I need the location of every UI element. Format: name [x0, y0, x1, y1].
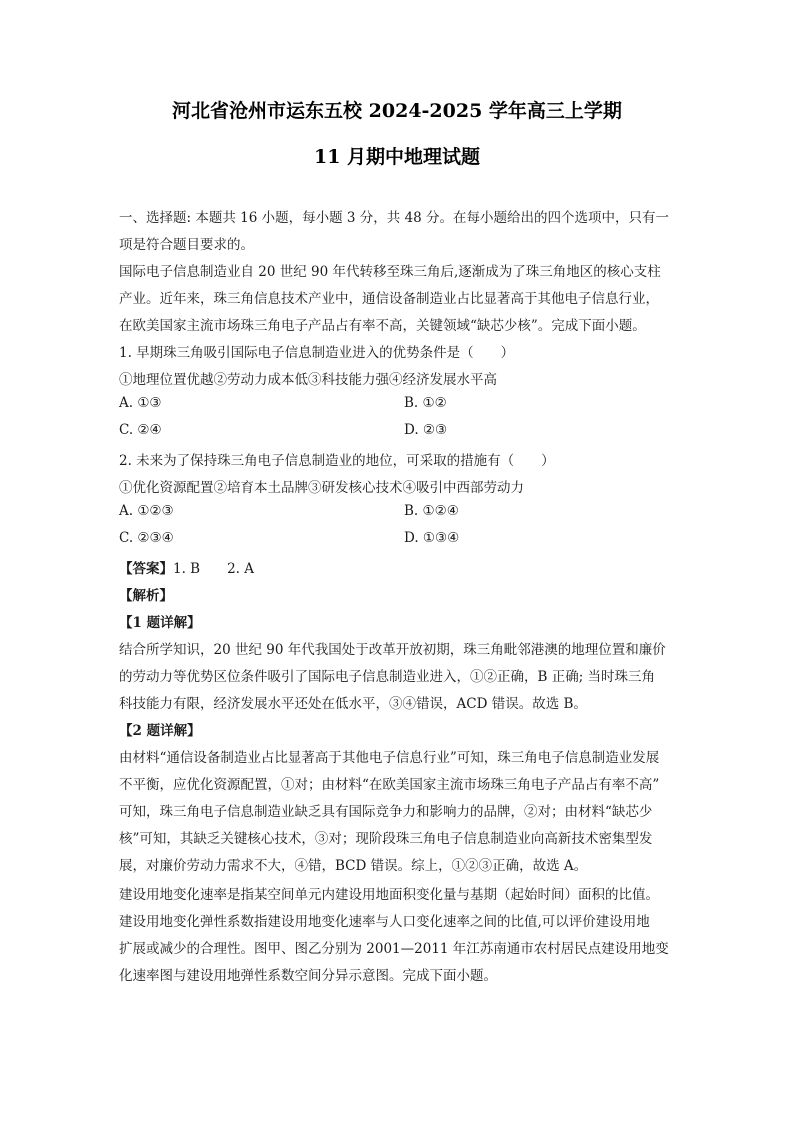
detail-2-line-4: 核”可知，其缺乏关键核心技术，③对；现阶段珠三角电子信息制造业向高新技术密集型发	[119, 831, 653, 847]
answer-row	[119, 557, 254, 577]
question-1-option-b: B. ①②	[404, 395, 447, 411]
material-1-line-3: 在欧美国家主流市场珠三角电子产品占有率不高，关键领域“缺芯少核”。完成下面小题。	[119, 318, 646, 334]
detail-2-label: 【2 题详解】	[119, 723, 201, 739]
question-2-option-a: A. ①②③	[119, 503, 174, 519]
material-2-line-1: 建设用地变化速率是指某空间单元内建设用地面积变化量与基期（起始时间）面积的比值。	[119, 887, 659, 903]
detail-1-line-1: 结合所学知识，20 世纪 90 年代我国处于改革开放初期，珠三角毗邻港澳的地理位置和廉价	[119, 642, 666, 658]
detail-2-line-5: 展，对廉价劳动力需求不大，④错，BCD 错误。综上，①②③正确，故选 A。	[119, 858, 588, 874]
document-title-line-1: 河北省沧州市运东五校 2024-2025 学年高三上学期	[172, 100, 622, 122]
question-2-items: ①优化资源配置②培育本土品牌③研发核心技术④吸引中西部劳动力	[119, 480, 524, 496]
detail-1-label: 【1 题详解】	[119, 615, 201, 631]
material-2-line-2: 建设用地变化弹性系数指建设用地变化速率与人口变化速率之间的比值,可以评价建设用地	[119, 914, 650, 930]
question-2-option-d: D. ①③④	[404, 530, 460, 546]
question-1-option-c: C. ②④	[119, 422, 162, 438]
question-1-option-d: D. ②③	[404, 422, 448, 438]
material-1-line-2: 产业。近年来，珠三角信息技术产业中，通信设备制造业占比显著高于其他电子信息行业，	[119, 291, 659, 307]
material-2-line-4: 化速率图与建设用地弹性系数空间分异示意图。完成下面小题。	[119, 968, 497, 984]
answer-text: 1. B 2. A	[173, 561, 255, 577]
analysis-label: 【解析】	[119, 588, 173, 604]
question-1-items: ①地理位置优越②劳动力成本低③科技能力强④经济发展水平高	[119, 372, 497, 388]
detail-2-line-3: 可知，珠三角电子信息制造业缺乏具有国际竞争力和影响力的品牌，②对；由材料“缺芯少	[119, 804, 653, 820]
section-heading-cont: 项是符合题目要求的。	[119, 237, 254, 253]
question-1-stem: 1. 早期珠三角吸引国际电子信息制造业进入的优势条件是（ ）	[119, 345, 515, 361]
material-2-line-3: 扩展或减少的合理性。图甲、图乙分别为 2001—2011 年江苏南通市农村居民点建设用地变	[119, 941, 669, 957]
detail-2-line-2: 不平衡，应优化资源配置，①对；由材料“在欧美国家主流市场珠三角电子产品占有率不高”	[119, 777, 660, 793]
detail-2-line-1: 由材料“通信设备制造业占比显著高于其他电子信息行业”可知，珠三角电子信息制造业发展	[119, 750, 660, 766]
answer-label: 【答案】	[119, 561, 173, 577]
question-1-option-a: A. ①③	[119, 395, 162, 411]
question-2-option-b: B. ①②④	[404, 503, 459, 519]
question-2-option-c: C. ②③④	[119, 530, 174, 546]
question-2-stem: 2. 未来为了保持珠三角电子信息制造业的地位，可采取的措施有（ ）	[119, 453, 555, 469]
document-title-line-2: 11 月期中地理试题	[313, 146, 481, 168]
detail-1-line-3: 科技能力有限，经济发展水平还处在低水平，③④错误，ACD 错误。故选 B。	[119, 696, 587, 712]
section-heading: 一、选择题: 本题共 16 小题，每小题 3 分，共 48 分。在每小题给出的四个选项中，只有一	[119, 210, 670, 226]
detail-1-line-2: 的劳动力等优势区位条件吸引了国际电子信息制造业进入，①②正确，B 正确; 当时珠三角	[119, 669, 656, 685]
material-1-line-1: 国际电子信息制造业自 20 世纪 90 年代转移至珠三角后,逐渐成为了珠三角地区的核心支柱	[119, 264, 661, 280]
